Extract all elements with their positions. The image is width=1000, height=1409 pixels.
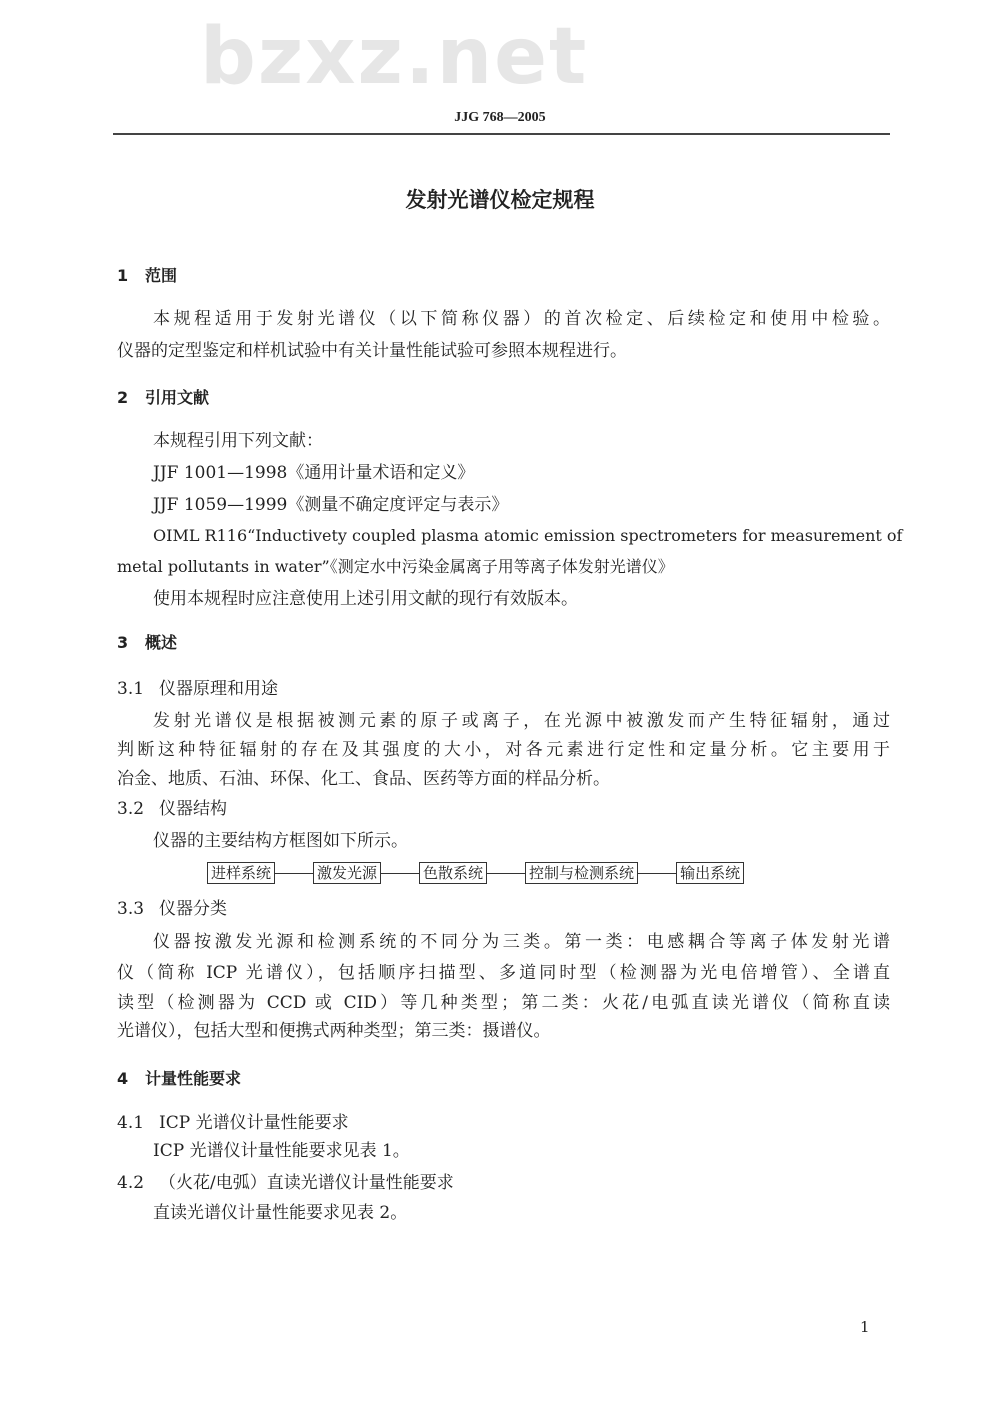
section-2-heading: 2 引用文献 bbox=[117, 388, 210, 407]
document-code-header: JJG 768—2005 bbox=[454, 110, 546, 125]
diagram-box-sampling: 进样系统 bbox=[207, 862, 275, 884]
page-number: 1 bbox=[860, 1318, 870, 1336]
paragraph-line: 仪器的定型鉴定和样机试验中有关计量性能试验可参照本规程进行。 bbox=[117, 341, 627, 361]
header-rule bbox=[113, 133, 890, 135]
paragraph-line: 判断这种特征辐射的存在及其强度的大小，对各元素进行定性和定量分析。它主要用于 bbox=[117, 740, 890, 760]
reference-item: JJF 1059—1999《测量不确定度评定与表示》 bbox=[153, 495, 509, 515]
paragraph-line: 冶金、地质、石油、环保、化工、食品、医药等方面的样品分析。 bbox=[117, 769, 610, 789]
subsection-4-1-heading: 4.1 ICP 光谱仪计量性能要求 bbox=[117, 1113, 349, 1133]
paragraph-line: ICP 光谱仪计量性能要求见表 1。 bbox=[153, 1141, 410, 1161]
section-1-heading: 1 范围 bbox=[117, 266, 178, 285]
diagram-connector bbox=[487, 873, 525, 874]
paragraph-line: 仪（简称 ICP 光谱仪），包括顺序扫描型、多道同时型（检测器为光电倍增管）、全谱直 bbox=[117, 963, 890, 983]
paragraph-line: 本规程引用下列文献： bbox=[153, 431, 323, 451]
document-title: 发射光谱仪检定规程 bbox=[405, 188, 595, 212]
diagram-connector bbox=[638, 873, 676, 874]
section-4-heading: 4 计量性能要求 bbox=[117, 1069, 242, 1088]
diagram-box-dispersion: 色散系统 bbox=[419, 862, 487, 884]
paragraph-line: 发射光谱仪是根据被测元素的原子或离子，在光源中被激发而产生特征辐射，通过 bbox=[153, 711, 890, 731]
subsection-3-2-heading: 3.2 仪器结构 bbox=[117, 799, 227, 819]
structure-block-diagram bbox=[207, 862, 744, 884]
subsection-4-2-heading: 4.2 （火花/电弧）直读光谱仪计量性能要求 bbox=[117, 1173, 454, 1193]
paragraph-line: 读型（检测器为 CCD 或 CID）等几种类型；第二类：火花/电弧直读光谱仪（简称直读 bbox=[117, 993, 890, 1013]
paragraph-line: 仪器按激发光源和检测系统的不同分为三类。第一类：电感耦合等离子体发射光谱 bbox=[153, 932, 890, 952]
reference-item: JJF 1001—1998《通用计量术语和定义》 bbox=[153, 463, 475, 483]
subsection-3-3-heading: 3.3 仪器分类 bbox=[117, 899, 227, 919]
reference-item: metal pollutants in water”《测定水中污染金属离子用等离子体发射光谱仪》 bbox=[117, 557, 674, 576]
paragraph-line: 光谱仪），包括大型和便携式两种类型；第三类：摄谱仪。 bbox=[117, 1021, 551, 1041]
section-3-heading: 3 概述 bbox=[117, 633, 178, 652]
paragraph-line: 直读光谱仪计量性能要求见表 2。 bbox=[153, 1203, 408, 1223]
diagram-box-excitation: 激发光源 bbox=[313, 862, 381, 884]
diagram-box-control-detection: 控制与检测系统 bbox=[525, 862, 638, 884]
diagram-connector bbox=[275, 873, 313, 874]
paragraph-line: 本规程适用于发射光谱仪（以下简称仪器）的首次检定、后续检定和使用中检验。 bbox=[153, 309, 890, 329]
diagram-box-output: 输出系统 bbox=[676, 862, 744, 884]
paragraph-line: 仪器的主要结构方框图如下所示。 bbox=[153, 831, 408, 851]
paragraph-line: 使用本规程时应注意使用上述引用文献的现行有效版本。 bbox=[153, 589, 578, 609]
watermark: bzxz.net bbox=[200, 12, 589, 102]
diagram-connector bbox=[381, 873, 419, 874]
subsection-3-1-heading: 3.1 仪器原理和用途 bbox=[117, 679, 278, 699]
reference-item: OIML R116“Inductivety coupled plasma atomic emission spectrometers for measurement of bbox=[153, 526, 903, 545]
